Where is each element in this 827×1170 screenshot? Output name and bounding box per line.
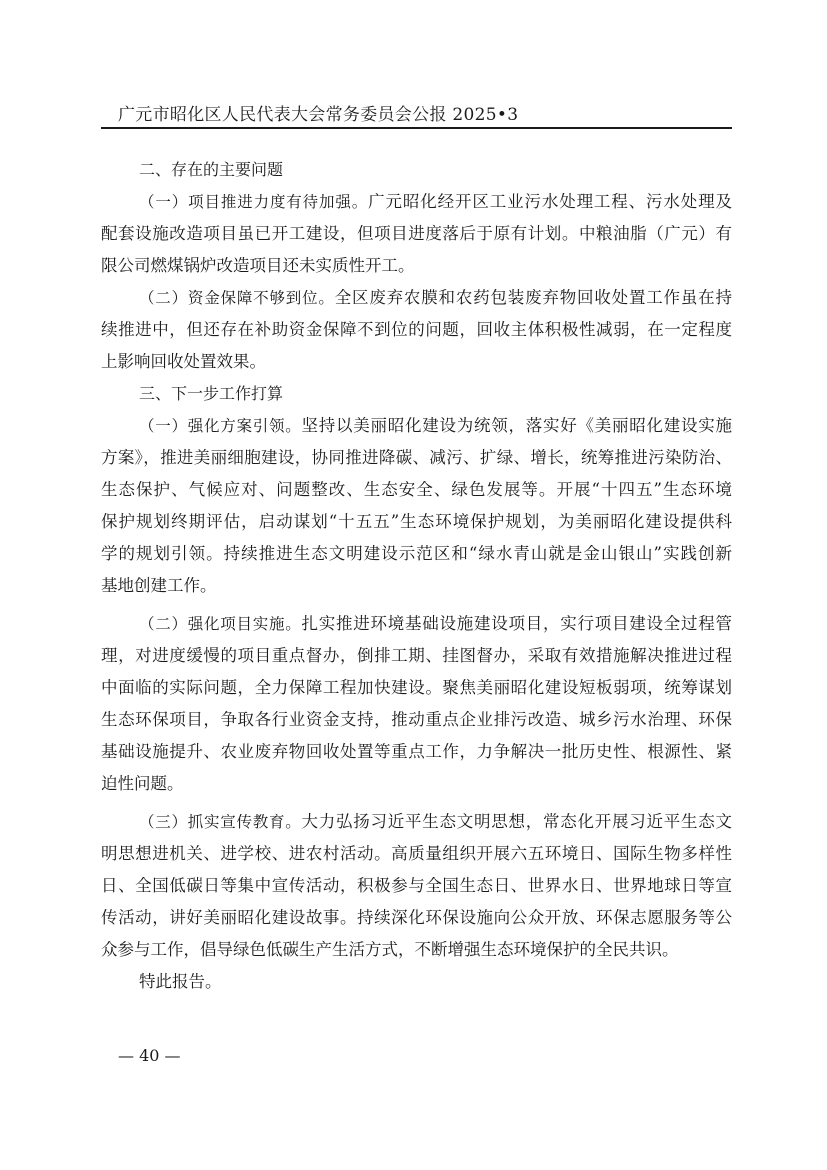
section-heading-next-steps: 三、下一步工作打算 [139, 384, 284, 403]
paragraph-line: 学的规划引领。持续推进生态文明建设示范区和“绿水青山就是金山银山”实践创新 [101, 544, 732, 563]
gazette-header-title: 广元市昭化区人民代表大会常务委员会公报 2025•3 [118, 105, 519, 125]
paragraph-line: 上影响回收处置效果。 [101, 352, 266, 371]
closing-remark: 特此报告。 [139, 972, 222, 991]
paragraph-lead: （二）资金保障不够到位。 [139, 289, 335, 307]
paragraph-line: 迫性问题。 [101, 774, 184, 793]
paragraph-line: 保护规划终期评估，启动谋划“十五五”生态环境保护规划，为美丽昭化建设提供科 [101, 512, 732, 531]
paragraph-line: 限公司燃煤锅炉改造项目还未实质性开工。 [101, 256, 415, 275]
paragraph-line: 全区废弃农膜和农药包装废弃物回收处置工作虽在持 [334, 288, 732, 307]
paragraph-line: 理，对进度缓慢的项目重点督办，倒排工期、挂图督办，采取有效措施解决推进过程 [101, 646, 732, 665]
paragraph-line: 众参与工作，倡导绿色低碳生产生活方式，不断增强生态环境保护的全民共识。 [101, 940, 679, 959]
paragraph-publicity-education [101, 806, 732, 966]
paragraph-line: 配套设施改造项目虽已开工建设，但项目进度落后于原有计划。中粮油脂（广元）有 [101, 224, 732, 243]
paragraph-line: 方案》，推进美丽细胞建设，协同推进降碳、减污、扩绿、增长，统筹推进污染防治、 [101, 448, 732, 467]
paragraph-line: 生态环保项目，争取各行业资金支持，推动重点企业排污改造、城乡污水治理、环保 [101, 710, 732, 729]
paragraph-lead: （一）强化方案引领。 [139, 417, 302, 435]
paragraph-project-progress [101, 186, 732, 282]
paragraph-line: 中面临的实际问题，全力保障工程加快建设。聚焦美丽昭化建设短板弱项，统筹谋划 [101, 678, 732, 697]
paragraph-line: 大力弘扬习近平生态文明思想，常态化开展习近平生态文 [301, 812, 732, 831]
header-divider [101, 127, 732, 129]
paragraph-line: 传活动，讲好美丽昭化建设故事。持续深化环保设施向公众开放、环保志愿服务等公 [101, 908, 732, 927]
paragraph-line: 生态保护、气候应对、问题整改、生态安全、绿色发展等。开展“十四五”生态环境 [101, 480, 732, 499]
paragraph-line: 续推进中，但还存在补助资金保障不到位的问题，回收主体积极性减弱，在一定程度 [101, 320, 732, 339]
paragraph-project-implementation [101, 608, 732, 800]
paragraph-line: 坚持以美丽昭化建设为统领，落实好《美丽昭化建设实施 [301, 416, 732, 435]
report-body [101, 154, 732, 998]
paragraph-line: 扎实推进环境基础设施建设项目，实行项目建设全过程管 [301, 614, 732, 633]
paragraph-lead: （二）强化项目实施。 [139, 615, 302, 633]
paragraph-line: 基地创建工作。 [101, 576, 217, 595]
paragraph-line: 明思想进机关、进学校、进农村活动。高质量组织开展六五环境日、国际生物多样性 [101, 844, 732, 863]
paragraph-lead: （一）项目推进力度有待加强。 [139, 193, 369, 211]
paragraph-funding [101, 282, 732, 378]
paragraph-plan-guidance [101, 410, 732, 602]
page-number: — 40 — [118, 1046, 181, 1065]
paragraph-line: 广元昭化经开区工业污水处理工程、污水处理及 [368, 192, 732, 211]
paragraph-line: 基础设施提升、农业废弃物回收处置等重点工作，力争解决一批历史性、根源性、紧 [101, 742, 732, 761]
paragraph-lead: （三）抓实宣传教育。 [139, 813, 302, 831]
section-heading-problems: 二、存在的主要问题 [139, 160, 284, 179]
paragraph-line: 日、全国低碳日等集中宣传活动，积极参与全国生态日、世界水日、世界地球日等宣 [101, 876, 732, 895]
